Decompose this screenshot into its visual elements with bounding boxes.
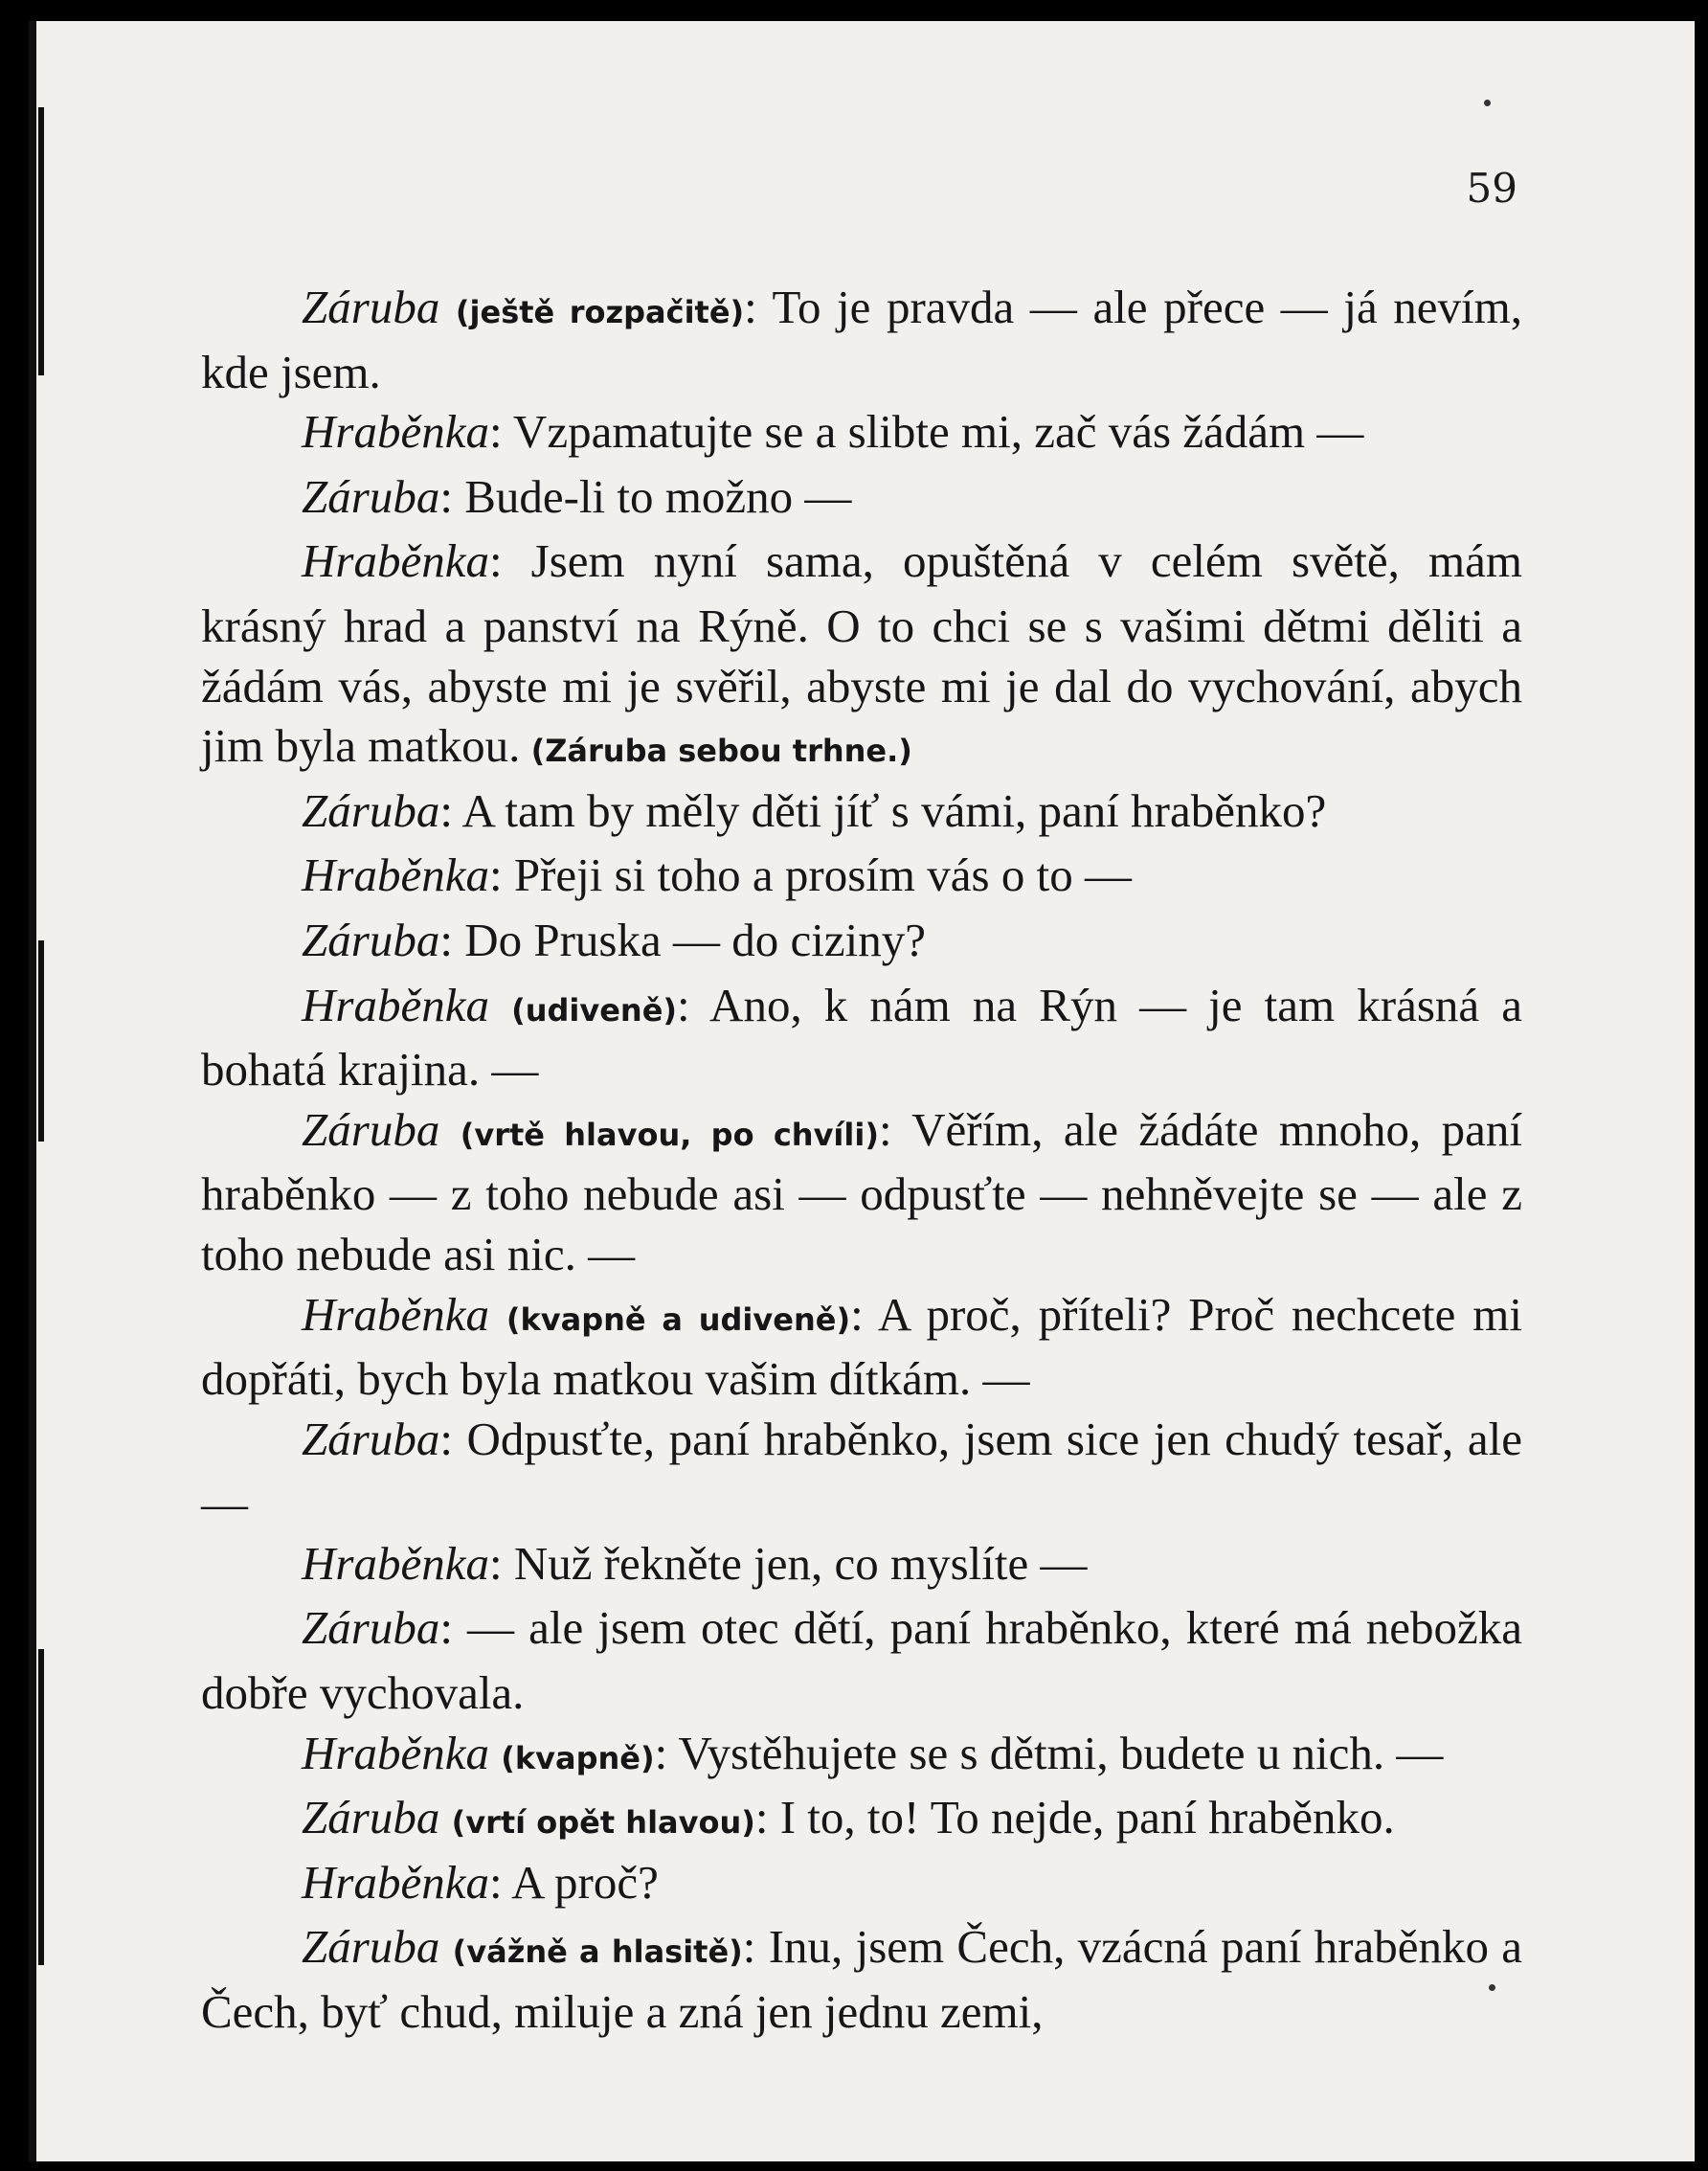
binding-shadow	[38, 1649, 44, 1965]
speech-text: : Vystěhujete se s dětmi, budete u nich. —	[654, 1726, 1444, 1779]
dialogue-paragraph	[201, 402, 1522, 467]
binding-shadow	[38, 107, 44, 375]
stage-direction: (Záruba sebou trhne.)	[520, 733, 912, 770]
speech-text: : A tam by měly děti jíť s vámi, paní hraběnko?	[439, 783, 1327, 837]
binding-edge	[29, 21, 36, 2161]
dialogue-paragraph	[201, 911, 1522, 976]
stage-direction: (vrtě hlavou, po chvíli)	[460, 1116, 879, 1153]
stage-direction: (vážně a hlasitě)	[452, 1934, 743, 1971]
book-page	[29, 21, 1695, 2161]
dialogue-paragraph	[201, 467, 1522, 532]
speech-text: : Odpusťte, paní hraběnko, jsem sice jen chudý tesař, ale —	[201, 1412, 1522, 1530]
stage-direction: (kvapně a udiveně)	[506, 1300, 851, 1338]
speaker-name: Záruba	[302, 1791, 440, 1844]
dialogue-paragraph	[201, 1853, 1522, 1918]
speaker-name: Hraběnka	[302, 534, 489, 588]
speaker-name: Hraběnka	[302, 1287, 489, 1341]
speaker-name: Hraběnka	[302, 405, 489, 459]
speaker-name: Záruba	[302, 783, 440, 837]
speaker-name: Hraběnka	[302, 978, 489, 1031]
speaker-name: Záruba	[302, 469, 440, 523]
dialogue-paragraph	[201, 846, 1522, 911]
dialogue-paragraph	[201, 1598, 1522, 1723]
dialogue-paragraph	[201, 1100, 1522, 1285]
dialogue-paragraph	[201, 976, 1522, 1100]
speech-text: : Věřím, ale žádáte mnoho, paní hraběnko — z toho nebude asi — odpusťte — nehněvejte se — ale z toho nebude asi nic. —	[201, 1102, 1522, 1280]
dialogue-paragraph	[201, 1410, 1522, 1534]
paper-speck	[1484, 100, 1491, 106]
speech-text: : A proč?	[488, 1855, 659, 1909]
speech-text: : Do Pruska — do ciziny?	[439, 913, 926, 966]
speaker-name: Hraběnka	[302, 1855, 489, 1909]
speaker-name: Záruba	[302, 1601, 440, 1655]
stage-direction: (ještě rozpačitě)	[455, 294, 745, 330]
binding-shadow	[38, 940, 44, 1142]
speaker-name: Hraběnka	[302, 1726, 489, 1779]
dialogue-paragraph	[201, 1788, 1522, 1853]
speech-text: : — ale jsem otec dětí, paní hraběnko, které má nebožka dobře vychovala.	[201, 1601, 1522, 1720]
speech-text: : Ano, k nám na Rýn — je tam krásná a bohatá krajina. —	[201, 978, 1523, 1097]
dialogue-paragraph	[201, 1724, 1522, 1789]
speaker-name: Záruba	[302, 1412, 440, 1465]
dialogue-paragraph	[201, 278, 1522, 402]
speech-text: : Inu, jsem Čech, vzácná paní hraběnko a Čech, byť chud, miluje a zná jen jednu zemi,	[201, 1920, 1523, 2039]
stage-direction: (kvapně)	[501, 1739, 655, 1776]
speaker-name: Hraběnka	[302, 1536, 489, 1590]
speaker-name: Záruba	[302, 913, 440, 966]
stage-direction: (vrtí opět hlavou)	[451, 1804, 755, 1842]
dialogue-paragraph	[201, 1285, 1522, 1410]
speech-text: : Bude-li to možno —	[439, 469, 852, 523]
speech-text: : I to, to! To nejde, paní hraběnko.	[754, 1791, 1395, 1844]
speech-text: : Nuž řekněte jen, co myslíte —	[488, 1536, 1088, 1590]
speech-text: : Jsem nyní sama, opuštěná v celém světě, mám krásný hrad a panství na Rýně. O to chci se s vašimi dětmi děliti a žádám vás, abyste mi je svěřil, abyste mi je dal do vychování, abych jim byla matkou.	[201, 534, 1522, 773]
page-number: 59	[1466, 165, 1517, 212]
speech-text: : To je pravda — ale přece — já nevím, kde jsem.	[201, 281, 1523, 398]
dialogue-paragraph	[201, 1534, 1522, 1599]
speaker-name: Záruba	[302, 1920, 440, 1974]
speaker-name: Záruba	[302, 281, 440, 333]
speaker-name: Záruba	[302, 1102, 440, 1156]
dialogue-paragraph	[201, 531, 1522, 780]
speech-text: : A proč, příteli? Proč nechcete mi dopřáti, bych byla matkou vašim dítkám. —	[201, 1287, 1522, 1406]
speaker-name: Hraběnka	[302, 848, 489, 902]
speech-text: : Přeji si toho a prosím vás o to —	[488, 848, 1132, 902]
stage-direction: (udiveně)	[511, 991, 678, 1029]
dialogue-paragraph	[201, 781, 1522, 847]
speech-text: : Vzpamatujte se a slibte mi, zač vás žádám —	[488, 405, 1364, 459]
dialogue-paragraph	[201, 1917, 1522, 2042]
dialogue-text	[201, 278, 1522, 2043]
